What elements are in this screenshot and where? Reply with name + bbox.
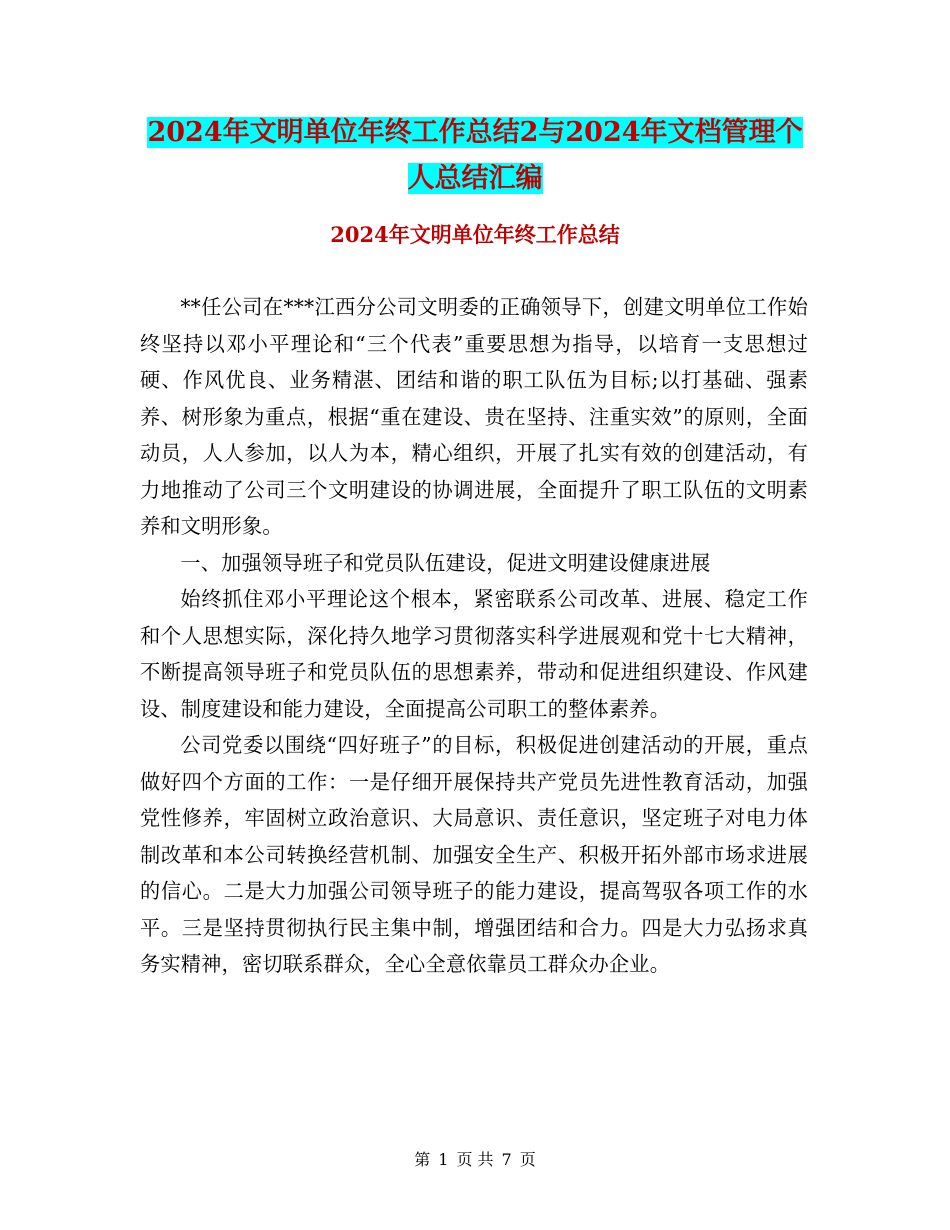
page-footer — [0, 1150, 950, 1170]
footer-total-pages: 7 — [501, 1150, 512, 1169]
document-title-line2: 人总结汇编 — [407, 163, 543, 194]
footer-middle: 页 共 — [456, 1150, 494, 1169]
paragraph-theory: 始终抓住邓小平理论这个根本，紧密联系公司改革、进展、稳定工作和个人思想实际，深化持久地学习贯彻落实科学进展观和党十七大精神，不断提高领导班子和党员队伍的思想素养，带动和促进组织建设、作风建设、制度建设和能力建设，全面提高公司职工的整体素养。 — [140, 587, 808, 721]
section-title: 2024年文明单位年终工作总结 — [330, 222, 620, 247]
footer-page-number: 1 — [438, 1150, 449, 1169]
document-body — [140, 289, 808, 983]
footer-prefix: 第 — [414, 1150, 431, 1169]
document-title — [140, 110, 810, 202]
paragraph-heading-1: 一、加强领导班子和党员队伍建设，促进文明建设健康进展 — [180, 550, 711, 575]
footer-suffix: 页 — [519, 1150, 536, 1169]
paragraph-intro: **任公司在***江西分公司文明委的正确领导下，创建文明单位工作始终坚持以邓小平理论和“三个代表”重要思想为指导，以培育一支思想过硬、作风优良、业务精湛、团结和谐的职工队伍为目标;以打基础、强素养、树形象为重点，根据“重在建设、贵在坚持、注重实效”的原则，全面动员，人人参加，以人为本，精心组织，开展了扎实有效的创建活动，有力地推动了公司三个文明建设的协调进展，全面提升了职工队伍的文明素养和文明形象。 — [140, 295, 808, 538]
paragraph-party-committee: 公司党委以围绕“四好班子”的目标，积极促进创建活动的开展，重点做好四个方面的工作：一是仔细开展保持共产党员先进性教育活动，加强党性修养，牢固树立政治意识、大局意识、责任意识，坚定班子对电力体制改革和本公司转换经营机制、加强安全生产、积极开拓外部市场求进展的信心。二是大力加强公司领导班子的能力建设，提高驾驭各项工作的水平。三是坚持贯彻执行民主集中制，增强团结和合力。四是大力弘扬求真务实精神，密切联系群众，全心全意依靠员工群众办企业。 — [140, 733, 808, 976]
document-title-line1: 2024年文明单位年终工作总结2与2024年文档管理个 — [147, 117, 803, 148]
